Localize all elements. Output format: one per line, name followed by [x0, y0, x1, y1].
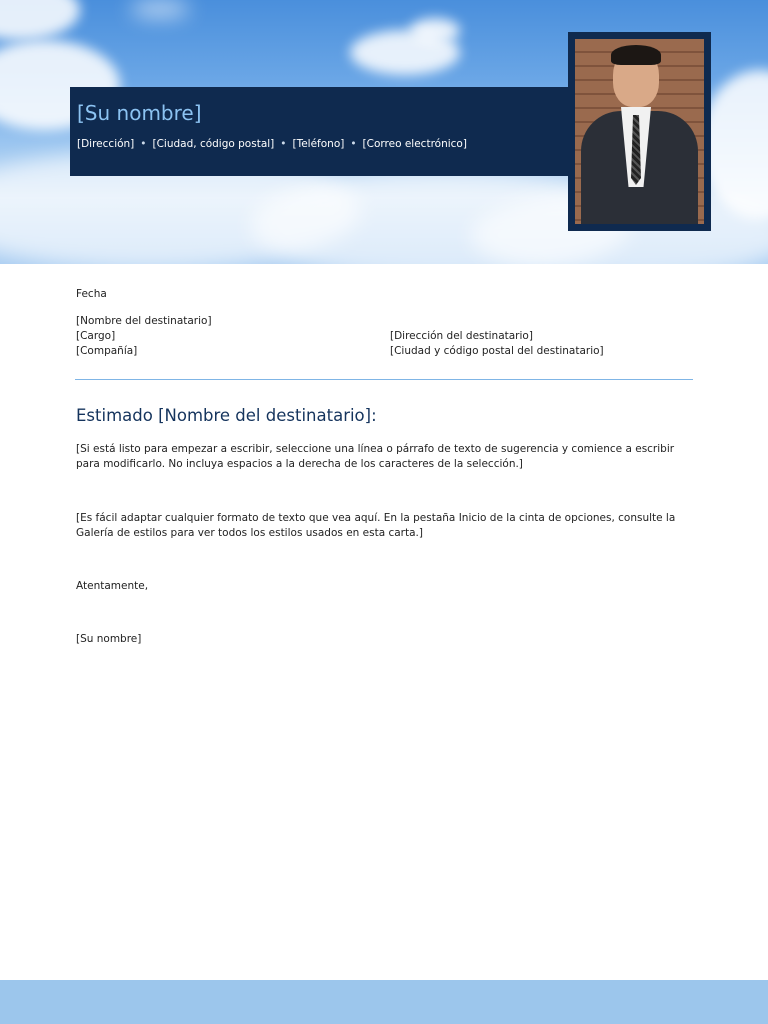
recipient-company[interactable]: [Compañía] — [76, 345, 138, 357]
contact-line — [77, 138, 467, 150]
recipient-address[interactable]: [Dirección del destinatario] — [390, 330, 533, 342]
contact-separator: • — [140, 138, 147, 150]
profile-photo-frame[interactable] — [568, 32, 711, 231]
body-paragraph-1[interactable]: [Si está listo para empezar a escribir, seleccione una línea o párrafo de texto de sugerencia y comience a escribir para modificarlo. No incluya espacios a la derecha de los caracteres de la selección.] — [76, 443, 675, 470]
contact-email[interactable]: [Correo electrónico] — [362, 138, 467, 150]
contact-city[interactable]: [Ciudad, código postal] — [152, 138, 275, 150]
name-band — [70, 87, 570, 176]
contact-address[interactable]: [Dirección] — [77, 138, 135, 150]
letter-signature[interactable]: [Su nombre] — [76, 633, 142, 645]
footer-band — [0, 980, 768, 1024]
letter-closing[interactable]: Atentamente, — [76, 580, 149, 592]
profile-photo[interactable] — [575, 39, 704, 224]
contact-separator: • — [280, 138, 287, 150]
sender-name[interactable]: [Su nombre] — [77, 101, 202, 125]
recipient-name[interactable]: [Nombre del destinatario] — [76, 315, 212, 327]
contact-phone[interactable]: [Teléfono] — [292, 138, 345, 150]
recipient-title[interactable]: [Cargo] — [76, 330, 116, 342]
body-paragraph-2[interactable]: [Es fácil adaptar cualquier formato de texto que vea aquí. En la pestaña Inicio de la cinta de opciones, consulte la Galería de estilos para ver todos los estilos usados en esta carta.] — [76, 512, 676, 539]
letter-date[interactable]: Fecha — [76, 288, 107, 300]
contact-separator: • — [350, 138, 357, 150]
section-divider — [75, 379, 693, 380]
recipient-city[interactable]: [Ciudad y código postal del destinatario] — [390, 345, 604, 357]
letter-greeting[interactable]: Estimado [Nombre del destinatario]: — [76, 406, 377, 425]
